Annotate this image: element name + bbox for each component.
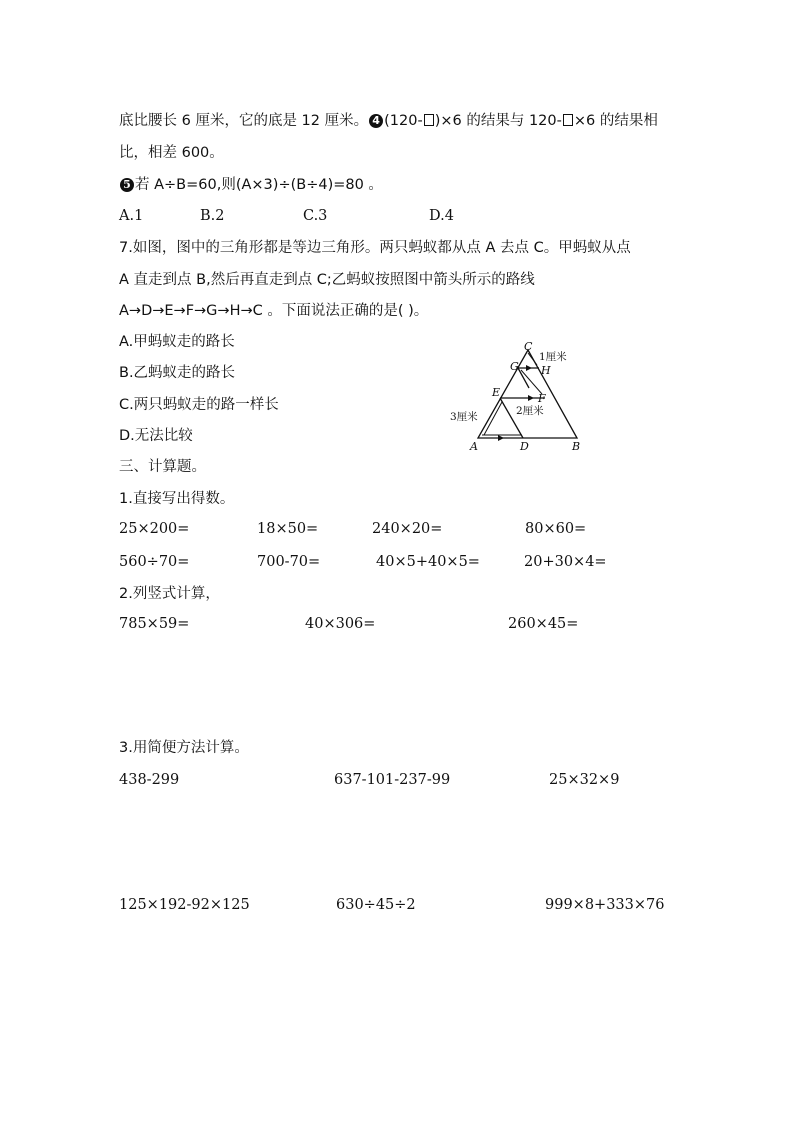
- path-ae-inner: [484, 402, 502, 435]
- q6-line1-b: (120-: [384, 113, 423, 129]
- p1-r1-c1: 25×200=: [119, 521, 190, 537]
- q6-line1-d: ×6 的结果相: [573, 113, 658, 129]
- length-2cm: 2厘米: [516, 405, 544, 417]
- p3-r1-c2: 637-101-237-99: [334, 772, 451, 788]
- statement-5-number: 5: [120, 178, 134, 192]
- q7-line2: A 直走到点 B,然后再直走到点 C;乙蚂蚁按照图中箭头所示的路线: [119, 272, 535, 288]
- p3-r2-c3: 999×8+333×76: [545, 897, 665, 913]
- q6-line1-a: 底比腰长 6 厘米，它的底是 12 厘米。: [119, 113, 369, 129]
- p1-r2-c3: 40×5+40×5=: [376, 554, 480, 570]
- q7-option-c: C.两只蚂蚁走的路一样长: [119, 397, 279, 413]
- p3-r1-c1: 438-299: [119, 772, 180, 788]
- q7-line3: A→D→E→F→G→H→C 。下面说法正确的是( )。: [119, 303, 429, 319]
- p1-r1-c2: 18×50=: [257, 521, 319, 537]
- label-c: C: [524, 340, 533, 353]
- part3-title: 3.用简便方法计算。: [119, 740, 249, 756]
- label-d: D: [520, 440, 529, 453]
- segment-ed: [500, 398, 523, 438]
- length-1cm: 1厘米: [539, 351, 567, 363]
- p2-item1: 785×59=: [119, 616, 190, 632]
- q6-line1-c: )×6 的结果与 120-: [434, 113, 562, 129]
- p3-r2-c2: 630÷45÷2: [336, 897, 416, 913]
- section3-title: 三、计算题。: [119, 459, 206, 475]
- q6-line3: [119, 175, 383, 195]
- label-f: F: [538, 392, 546, 405]
- label-h: H: [541, 364, 551, 377]
- p1-r1-c3: 240×20=: [372, 521, 443, 537]
- q6-option-a: A.1: [119, 208, 144, 224]
- p3-r2-c1: 125×192-92×125: [119, 897, 250, 913]
- path-fg: [521, 370, 542, 394]
- part1-title: 1.直接写出得数。: [119, 491, 235, 507]
- q6-line3-text: 若 A÷B=60,则(A×3)÷(B÷4)=80 。: [135, 177, 383, 193]
- q7-option-b: B.乙蚂蚁走的路长: [119, 365, 236, 381]
- label-g: G: [510, 360, 519, 373]
- arrow-ad-icon: [498, 435, 504, 441]
- q7-option-a: A.甲蚂蚁走的路长: [119, 334, 235, 350]
- path-hc: [528, 353, 537, 365]
- p1-r2-c4: 20+30×4=: [524, 554, 607, 570]
- p1-r1-c4: 80×60=: [525, 521, 587, 537]
- q6-option-d: D.4: [429, 208, 454, 224]
- p3-r1-c3: 25×32×9: [549, 772, 620, 788]
- p1-r2-c2: 700-70=: [257, 554, 321, 570]
- label-b: B: [572, 440, 581, 453]
- arrow-gh-icon: [526, 365, 532, 371]
- blank-box-icon: [424, 114, 434, 126]
- q7-option-d: D.无法比较: [119, 428, 193, 444]
- q7-line1: 7.如图，图中的三角形都是等边三角形。两只蚂蚁都从点 A 去点 C。甲蚂蚁从点: [119, 240, 631, 256]
- blank-box-icon: [563, 114, 573, 126]
- q6-line1: [119, 111, 658, 131]
- p2-item2: 40×306=: [305, 616, 376, 632]
- q6-option-b: B.2: [200, 208, 225, 224]
- part2-title: 2.列竖式计算，: [119, 586, 220, 602]
- q6-line2: 比，相差 600。: [119, 145, 224, 161]
- label-a: A: [470, 440, 478, 453]
- length-3cm: 3厘米: [450, 411, 478, 423]
- statement-4-number: 4: [369, 114, 383, 128]
- q6-option-c: C.3: [303, 208, 328, 224]
- arrow-df-icon: [528, 395, 534, 401]
- p1-r2-c1: 560÷70=: [119, 554, 190, 570]
- label-e: E: [492, 386, 501, 399]
- triangle-figure: [440, 338, 600, 458]
- p2-item3: 260×45=: [508, 616, 579, 632]
